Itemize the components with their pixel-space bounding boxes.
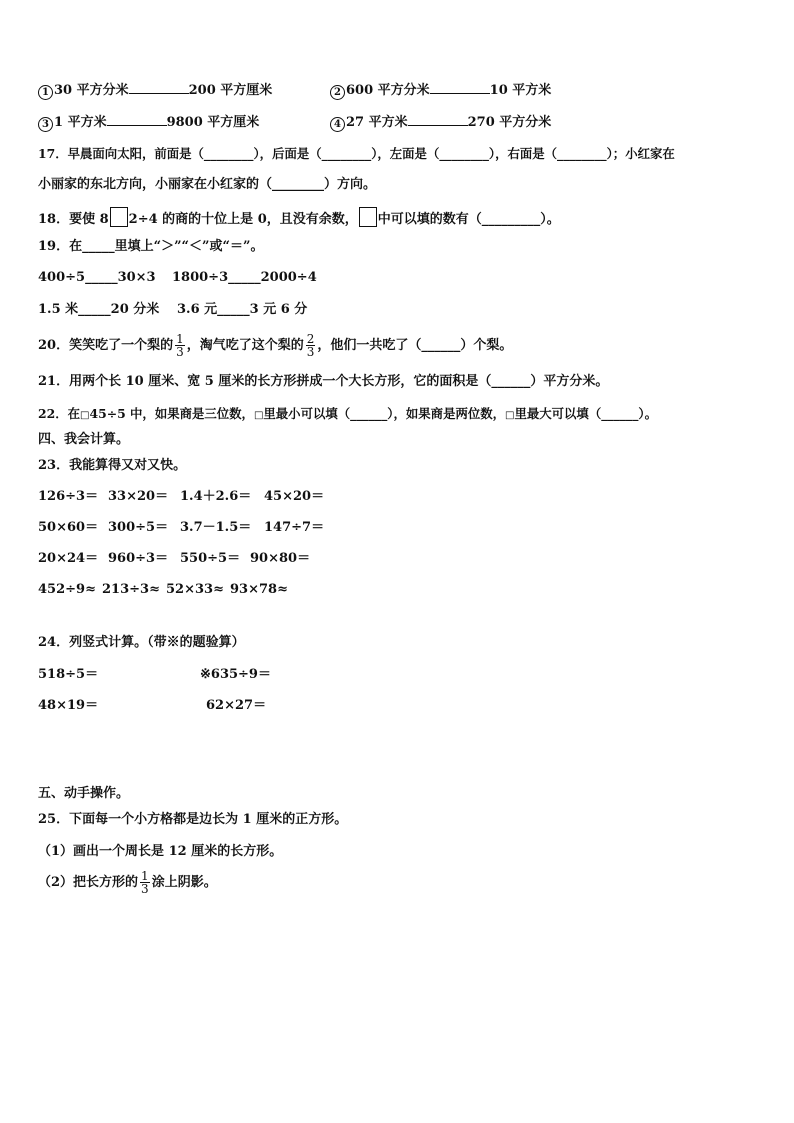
q18-part-3: 中可以填的数有（_________）。 xyxy=(377,212,560,227)
fraction-numerator: 1 xyxy=(176,332,184,346)
q16-left: 600 平方分米 xyxy=(346,83,430,98)
q20-part-2: ，淘气吃了这个梨的 xyxy=(186,338,304,353)
section-4-title: 四、我会计算。 xyxy=(38,432,130,447)
fraction-denominator: 3 xyxy=(306,345,315,359)
q17-line-1: 17．早晨面向太阳，前面是（________），后面是（________），左面是（________），右面是（________）；小红家在 xyxy=(38,146,675,161)
q16-left: 27 平方米 xyxy=(346,115,408,130)
q19-row-2 xyxy=(38,301,307,319)
digit-box-glyph: □ xyxy=(80,410,90,421)
fraction-numerator: 2 xyxy=(306,332,315,346)
compare-item: 1.5 米_____20 分米 xyxy=(38,302,160,317)
estimate-item: 52×33≈ xyxy=(166,582,224,597)
q25-sub-2 xyxy=(38,867,217,899)
q20 xyxy=(38,330,512,362)
compare-item: 3.6 元_____3 元 6 分 xyxy=(177,302,308,317)
q22 xyxy=(38,405,657,425)
calc-item: 1.4＋2.6＝ xyxy=(180,489,252,504)
q22-part-1: 22．在 xyxy=(38,406,81,421)
q16-right: 10 平方米 xyxy=(489,83,552,98)
q16-item-2 xyxy=(330,82,551,100)
estimate-item: 452÷9≈ xyxy=(38,582,96,597)
q24-row-1 xyxy=(38,666,271,684)
q19-title: 19．在_____里填上“＞”“＜”或“＝”。 xyxy=(38,239,264,254)
compare-item: 400÷5_____30×3 xyxy=(38,270,156,285)
calc-item: 960÷3＝ xyxy=(108,551,169,566)
estimate-item: 213÷3≈ xyxy=(102,582,160,597)
fraction-numerator: 1 xyxy=(141,869,149,883)
q23-row-2 xyxy=(38,519,324,537)
digit-box[interactable] xyxy=(359,207,377,227)
q20-part-1: 20．笑笑吃了一个梨的 xyxy=(38,338,174,353)
calc-item: 45×20＝ xyxy=(264,489,325,504)
answer-blank[interactable] xyxy=(107,124,167,126)
calc-item: 33×20＝ xyxy=(108,489,169,504)
q23-row-4 xyxy=(38,581,288,599)
calc-item: 90×80＝ xyxy=(250,551,311,566)
fraction-denominator: 3 xyxy=(141,882,149,896)
q18 xyxy=(38,207,560,229)
vertical-calc-item: 518÷5＝ xyxy=(38,667,99,682)
q22-part-3: 里最小可以填（______），如果商是两位数， xyxy=(263,406,506,421)
q16-item-1 xyxy=(38,82,272,100)
q25-sub-2-part-2: 涂上阴影。 xyxy=(151,875,217,890)
q24-title: 24．列竖式计算。（带※的题验算） xyxy=(38,635,245,650)
calc-item: 147÷7＝ xyxy=(264,520,325,535)
q25-title: 25．下面每一个小方格都是边长为 1 厘米的正方形。 xyxy=(38,812,348,827)
compare-item: 1800÷3_____2000÷4 xyxy=(172,270,317,285)
digit-box[interactable] xyxy=(110,207,128,227)
q16-right: 270 平方分米 xyxy=(467,115,552,130)
digit-box-glyph: □ xyxy=(505,410,515,421)
q25-sub-1: （1）画出一个周长是 12 厘米的长方形。 xyxy=(38,844,283,859)
calc-item: 50×60＝ xyxy=(38,520,99,535)
calc-item: 20×24＝ xyxy=(38,551,99,566)
q23-title: 23．我能算得又对又快。 xyxy=(38,458,187,473)
q20-part-3: ，他们一共吃了（______）个梨。 xyxy=(317,338,513,353)
q19-row-1 xyxy=(38,269,317,287)
vertical-calc-item: 48×19＝ xyxy=(38,698,99,713)
q23-row-3 xyxy=(38,550,310,568)
estimate-item: 93×78≈ xyxy=(230,582,288,597)
circled-number: 1 xyxy=(38,85,53,100)
vertical-calc-item: ※635÷9＝ xyxy=(200,667,271,682)
circled-number: 2 xyxy=(330,85,345,100)
q16-right: 200 平方厘米 xyxy=(188,83,273,98)
circled-number: 4 xyxy=(330,117,345,132)
calc-item: 126÷3＝ xyxy=(38,489,99,504)
q16-item-3 xyxy=(38,114,259,132)
fraction xyxy=(306,333,316,358)
fraction-denominator: 3 xyxy=(176,345,184,359)
q25-sub-2-part-1: （2）把长方形的 xyxy=(38,875,139,890)
q23-row-1 xyxy=(38,488,324,506)
answer-blank[interactable] xyxy=(430,92,490,94)
calc-item: 300÷5＝ xyxy=(108,520,169,535)
section-5-title: 五、动手操作。 xyxy=(38,786,130,801)
answer-blank[interactable] xyxy=(129,92,189,94)
q16-item-4 xyxy=(330,114,551,132)
answer-blank[interactable] xyxy=(408,124,468,126)
circled-number: 3 xyxy=(38,117,53,132)
vertical-calc-item: 62×27＝ xyxy=(206,698,267,713)
q24-row-2 xyxy=(38,697,266,715)
q16-right: 9800 平方厘米 xyxy=(166,115,260,130)
q17-line-2: 小丽家的东北方向，小丽家在小红家的（________）方向。 xyxy=(38,177,377,192)
digit-box-glyph: □ xyxy=(253,410,264,421)
fraction xyxy=(175,333,185,358)
q18-part-2: 2÷4 的商的十位上是 0，且没有余数， xyxy=(128,212,358,227)
q22-part-4: 里最大可以填（______）。 xyxy=(514,406,657,421)
q21: 21．用两个长 10 厘米、宽 5 厘米的长方形拼成一个大长方形，它的面积是（______）平方分米。 xyxy=(38,374,609,389)
q16-left: 1 平方米 xyxy=(54,115,107,130)
calc-item: 550÷5＝ xyxy=(180,551,241,566)
q18-part-1: 18．要使 8 xyxy=(38,212,109,227)
q16-left: 30 平方分米 xyxy=(54,83,129,98)
fraction xyxy=(140,870,150,895)
calc-item: 3.7－1.5＝ xyxy=(180,520,252,535)
q22-part-2: 45÷5 中，如果商是三位数， xyxy=(89,406,254,421)
